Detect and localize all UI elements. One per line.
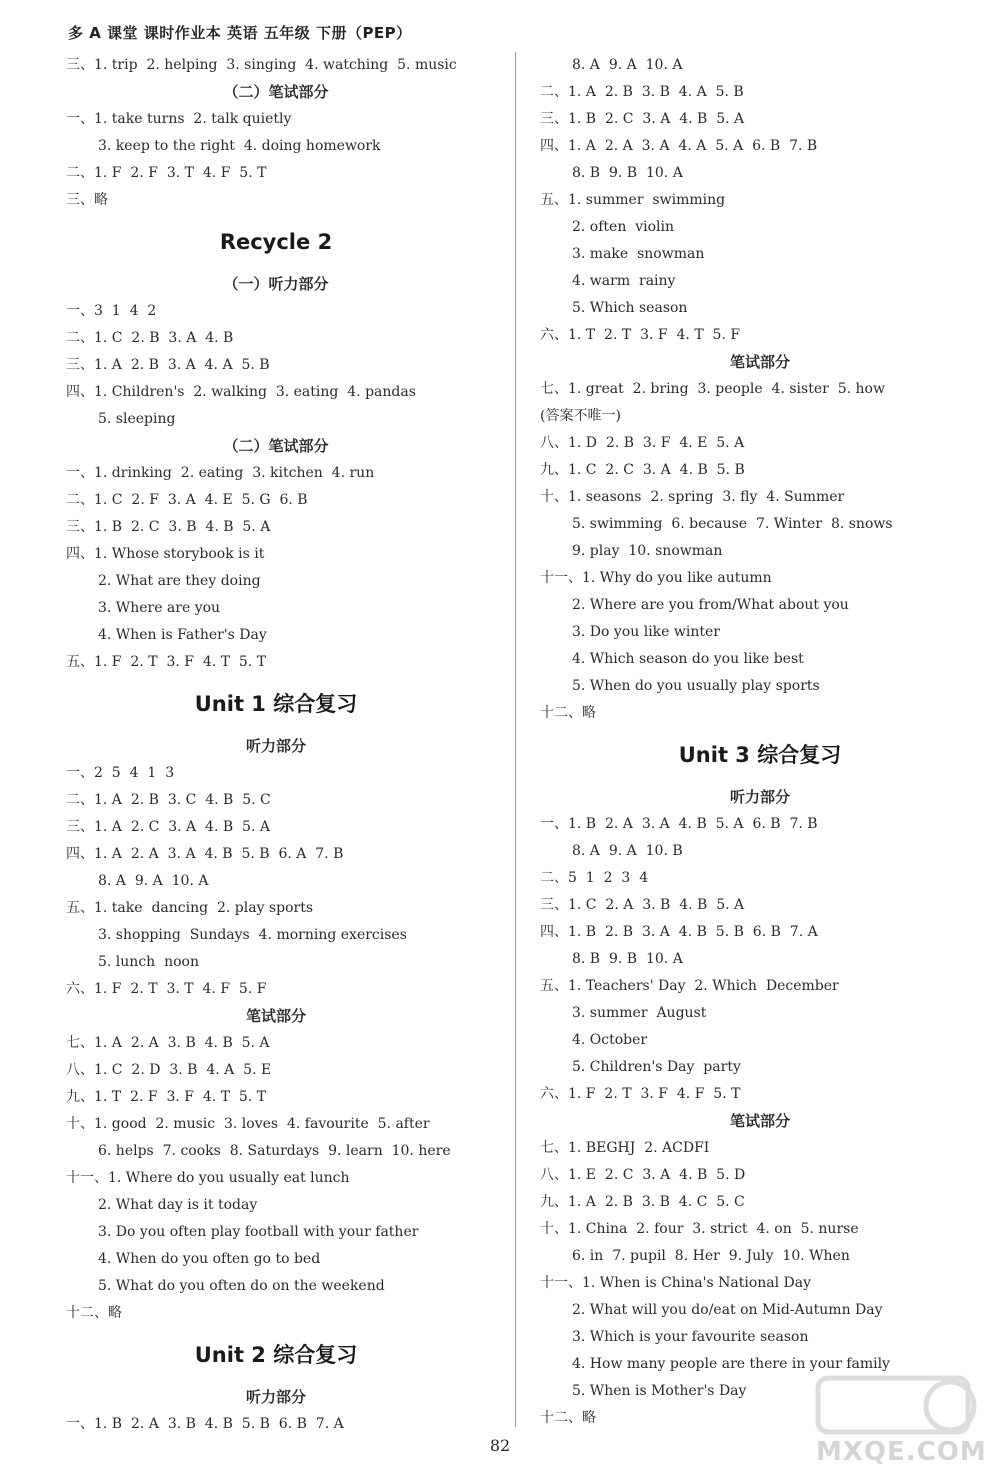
answer-line: 二、1. A 2. B 3. B 4. A 5. B: [540, 84, 744, 100]
subsection-heading: 笔试部分: [729, 1112, 790, 1130]
answer-line-indented: 4. How many people are there in your family: [572, 1356, 890, 1372]
answer-line-indented: 4. Which season do you like best: [572, 651, 804, 667]
answer-line-indented: 5. What do you often do on the weekend: [98, 1278, 385, 1294]
answer-line: 十、1. seasons 2. spring 3. fly 4. Summer: [540, 489, 845, 505]
answer-line: 一、2 5 4 1 3: [66, 765, 175, 781]
answer-line-indented: 5. Children's Day party: [572, 1059, 741, 1075]
answer-line: 八、1. D 2. B 3. F 4. E 5. A: [540, 435, 745, 451]
answer-line-indented: 2. What will you do/eat on Mid-Autumn Day: [572, 1302, 883, 1318]
section-title: Recycle 2: [219, 230, 333, 254]
answer-line: 七、1. BEGHJ 2. ACDFI: [540, 1140, 710, 1156]
answer-line: 三、1. B 2. C 3. A 4. B 5. A: [540, 111, 745, 127]
answer-line: 九、1. C 2. C 3. A 4. B 5. B: [540, 462, 745, 478]
answer-line-indented: 5. swimming 6. because 7. Winter 8. snows: [572, 516, 893, 532]
section-title: Unit 2 综合复习: [194, 1343, 358, 1367]
answer-line: 十一、1. When is China's National Day: [540, 1275, 812, 1291]
page-header: 多 A 课堂 课时作业本 英语 五年级 下册（PEP）: [68, 24, 412, 42]
answer-line: 六、1. T 2. T 3. F 4. T 5. F: [540, 327, 741, 343]
answer-line-indented: 5. When is Mother's Day: [572, 1383, 747, 1399]
answer-line: 二、1. C 2. F 3. A 4. E 5. G 6. B: [66, 492, 308, 508]
subsection-heading: （一）听力部分: [223, 275, 329, 293]
answer-line: 三、略: [66, 192, 108, 208]
answer-line: 六、1. F 2. T 3. T 4. F 5. F: [66, 981, 267, 997]
answer-line: 十一、1. Why do you like autumn: [540, 570, 772, 586]
subsection-heading: 听力部分: [245, 737, 306, 755]
right-column: [540, 52, 980, 1432]
answer-line: 三、1. A 2. C 3. A 4. B 5. A: [66, 819, 270, 835]
answer-line-indented: 5. sleeping: [98, 411, 176, 427]
answer-line: 八、1. C 2. D 3. B 4. A 5. E: [66, 1062, 272, 1078]
answer-line: 四、1. A 2. A 3. A 4. A 5. A 6. B 7. B: [540, 138, 818, 154]
answer-line: 五、1. Teachers' Day 2. Which December: [540, 978, 839, 994]
answer-line-indented: 4. When do you often go to bed: [98, 1251, 321, 1267]
answer-line-indented: 6. helps 7. cooks 8. Saturdays 9. learn 10. here: [98, 1143, 451, 1159]
answer-line-indented: 2. What day is it today: [98, 1197, 258, 1213]
answer-line: 一、1. B 2. A 3. A 4. B 5. A 6. B 7. B: [540, 816, 818, 832]
answer-line: 四、1. Children's 2. walking 3. eating 4. pandas: [66, 384, 416, 400]
page-number: 82: [489, 1436, 511, 1455]
answer-line: 五、1. F 2. T 3. F 4. T 5. T: [66, 654, 267, 670]
answer-line-indented: 2. What are they doing: [98, 573, 261, 589]
answer-line: 三、1. C 2. A 3. B 4. B 5. A: [540, 897, 745, 913]
answer-line: 九、1. T 2. F 3. F 4. T 5. T: [66, 1089, 267, 1105]
answer-line-indented: 8. A 9. A 10. A: [98, 873, 209, 889]
answer-line: 四、1. A 2. A 3. A 4. B 5. B 6. A 7. B: [66, 846, 344, 862]
answer-line: 五、1. take dancing 2. play sports: [66, 900, 314, 916]
subsection-heading: （二）笔试部分: [223, 83, 329, 101]
answer-line: 二、1. F 2. F 3. T 4. F 5. T: [66, 165, 267, 181]
answer-line: 十、1. good 2. music 3. loves 4. favourite 5. after: [66, 1116, 430, 1132]
section-title: Unit 3 综合复习: [678, 743, 842, 767]
subsection-heading: 笔试部分: [245, 1007, 306, 1025]
answer-line-indented: 8. A 9. A 10. B: [572, 843, 683, 859]
section-title: Unit 1 综合复习: [194, 692, 358, 716]
answer-line: 九、1. A 2. B 3. B 4. C 5. C: [540, 1194, 745, 1210]
answer-line-indented: 2. Where are you from/What about you: [572, 597, 849, 613]
answer-line: (答案不唯一): [540, 408, 621, 424]
answer-line-indented: 4. When is Father's Day: [98, 627, 267, 643]
answer-line-indented: 3. keep to the right 4. doing homework: [98, 138, 381, 154]
answer-line: 二、5 1 2 3 4: [540, 870, 649, 886]
answer-line: 十二、略: [66, 1305, 122, 1321]
answer-line: 八、1. E 2. C 3. A 4. B 5. D: [540, 1167, 746, 1183]
answer-line: 十、1. China 2. four 3. strict 4. on 5. nurse: [540, 1221, 859, 1237]
answer-line-indented: 4. October: [572, 1032, 648, 1048]
answer-line: 一、1. drinking 2. eating 3. kitchen 4. run: [66, 465, 375, 481]
answer-line-indented: 3. make snowman: [572, 246, 705, 262]
answer-line-indented: 8. B 9. B 10. A: [572, 165, 683, 181]
answer-line-indented: 5. lunch noon: [98, 954, 199, 970]
subsection-heading: （二）笔试部分: [223, 437, 329, 455]
answer-line: 七、1. great 2. bring 3. people 4. sister 5. how: [540, 381, 885, 397]
answer-line: 十二、略: [540, 705, 596, 721]
answer-line: 七、1. A 2. A 3. B 4. B 5. A: [66, 1035, 270, 1051]
answer-line-indented: 3. shopping Sundays 4. morning exercises: [98, 927, 407, 943]
answer-line-indented: 3. Which is your favourite season: [572, 1329, 809, 1345]
answer-line-indented: 4. warm rainy: [572, 273, 676, 289]
answer-line: 一、1. take turns 2. talk quietly: [66, 111, 292, 127]
answer-line-indented: 5. When do you usually play sports: [572, 678, 820, 694]
answer-line-indented: 9. play 10. snowman: [572, 543, 723, 559]
answer-line: 四、1. Whose storybook is it: [66, 546, 265, 562]
subsection-heading: 笔试部分: [729, 353, 790, 371]
answer-line-indented: 3. Do you often play football with your father: [98, 1224, 419, 1240]
answer-line-indented: 3. Where are you: [98, 600, 221, 616]
subsection-heading: 听力部分: [729, 788, 790, 806]
answer-line: 二、1. C 2. B 3. A 4. B: [66, 330, 234, 346]
answer-line: 六、1. F 2. T 3. F 4. F 5. T: [540, 1086, 741, 1102]
left-column: [66, 52, 486, 1438]
answer-line: 一、3 1 4 2: [66, 303, 157, 319]
answer-line-indented: 3. summer August: [572, 1005, 707, 1021]
subsection-heading: 听力部分: [245, 1388, 306, 1406]
answer-line-indented: 5. Which season: [572, 300, 688, 316]
answer-line: 十二、略: [540, 1410, 596, 1426]
answer-line-indented: 8. B 9. B 10. A: [572, 951, 683, 967]
watermark-text: MXQE.COM: [816, 1437, 987, 1467]
answer-line: 五、1. summer swimming: [540, 192, 726, 208]
answer-line: 十一、1. Where do you usually eat lunch: [66, 1170, 350, 1186]
answer-line: 三、1. B 2. C 3. B 4. B 5. A: [66, 519, 271, 535]
answer-line-indented: 3. Do you like winter: [572, 624, 720, 640]
answer-line-indented: 8. A 9. A 10. A: [572, 57, 683, 73]
answer-line: 三、1. trip 2. helping 3. singing 4. watching 5. music: [66, 57, 457, 73]
answer-line: 四、1. B 2. B 3. A 4. B 5. B 6. B 7. A: [540, 924, 818, 940]
answer-line-indented: 2. often violin: [572, 219, 675, 235]
answer-line-indented: 6. in 7. pupil 8. Her 9. July 10. When: [572, 1248, 850, 1264]
answer-line: 一、1. B 2. A 3. B 4. B 5. B 6. B 7. A: [66, 1416, 344, 1432]
answer-line: 三、1. A 2. B 3. A 4. A 5. B: [66, 357, 270, 373]
column-divider: [515, 52, 516, 1427]
answer-line: 二、1. A 2. B 3. C 4. B 5. C: [66, 792, 271, 808]
